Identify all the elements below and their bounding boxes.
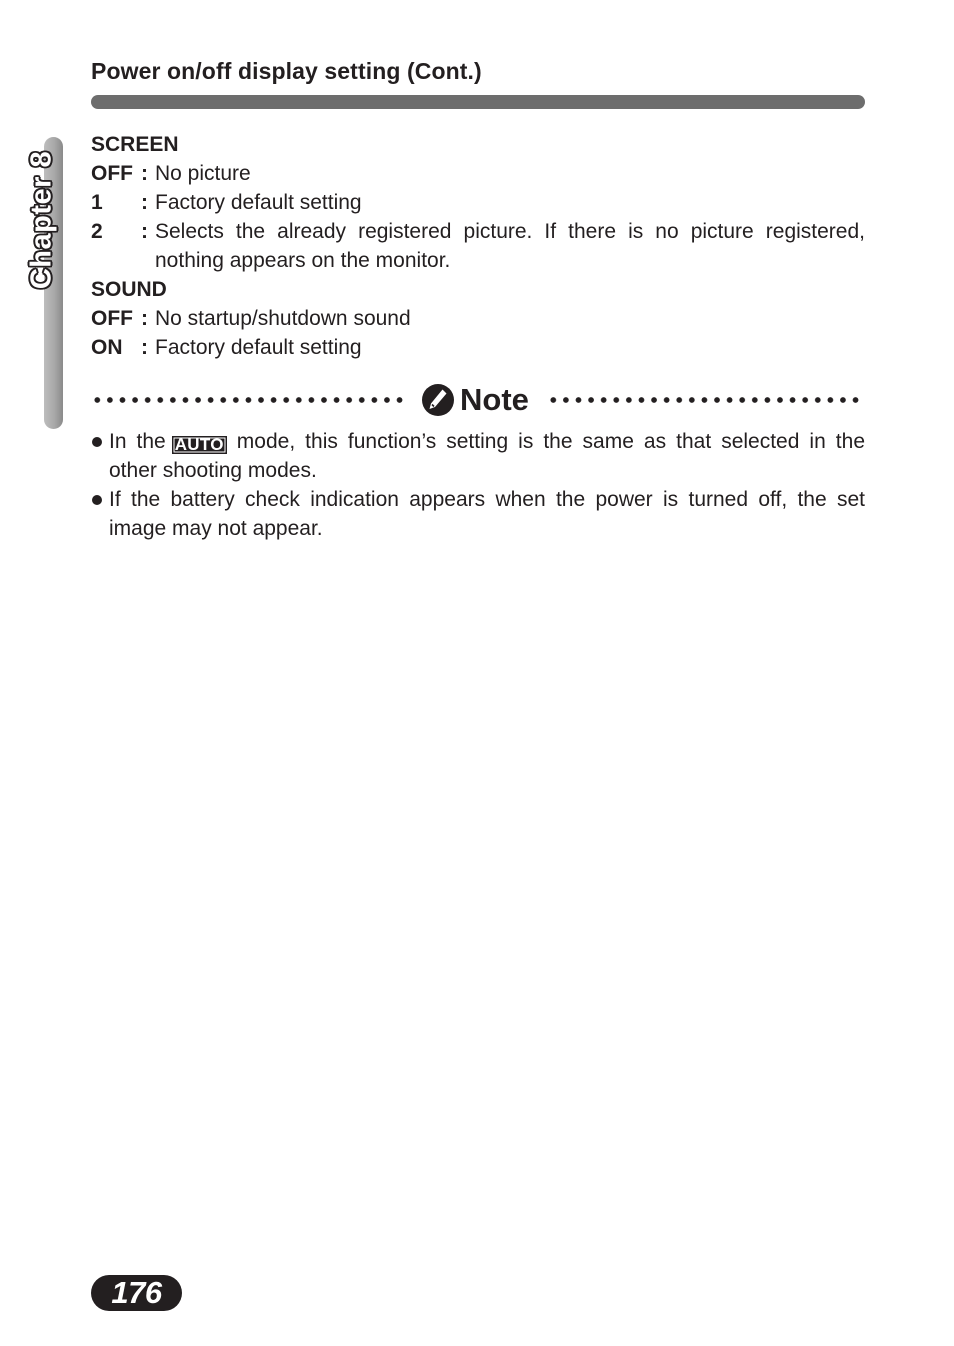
chapter-label: Chapter 8 [25,150,58,290]
option-text: No startup/shutdown sound [155,307,411,330]
page-title: Power on/off display setting (Cont.) [91,58,482,84]
option-colon: : [141,162,148,185]
title-rule [91,95,865,109]
note-title: Note [460,382,529,417]
sound-heading [91,275,167,304]
option-text: No picture [155,162,251,185]
auto-mode-icon: AUTO [172,436,227,454]
option-text: Factory default setting [155,336,362,359]
note-header [91,380,865,420]
note-item [109,427,865,485]
bullet-dot [92,495,102,505]
screen-heading [91,130,179,159]
option-key: 2 [91,220,103,243]
note-item-text: In the [109,430,166,453]
note-item-text: If the battery check indication appears when the power is turned off, the set image may not appear. [109,488,865,540]
option-colon: : [141,191,148,214]
option-key: ON [91,336,123,359]
option-key: OFF [91,162,133,185]
screen-heading-text: SCREEN [91,133,179,156]
dotted-rule-left [91,397,408,403]
bullet-dot [92,437,102,447]
option-colon: : [141,336,148,359]
option-colon: : [141,307,148,330]
page-number-badge [91,1275,182,1311]
dotted-rule-right [547,397,865,403]
note-item-text: mode, this function’s setting is the same as that selected in the other shooting modes. [109,430,865,482]
option-colon: : [141,220,148,243]
sound-heading-text: SOUND [91,278,167,301]
page-number: 176 [111,1275,162,1310]
note-pencil-icon [421,383,455,417]
option-key: 1 [91,191,103,214]
option-key: OFF [91,307,133,330]
note-item [109,485,865,543]
screen-option-2-text: Selects the already registered picture. If there is no picture registered, nothing appears on the monitor. [155,220,865,272]
option-text: Factory default setting [155,191,362,214]
